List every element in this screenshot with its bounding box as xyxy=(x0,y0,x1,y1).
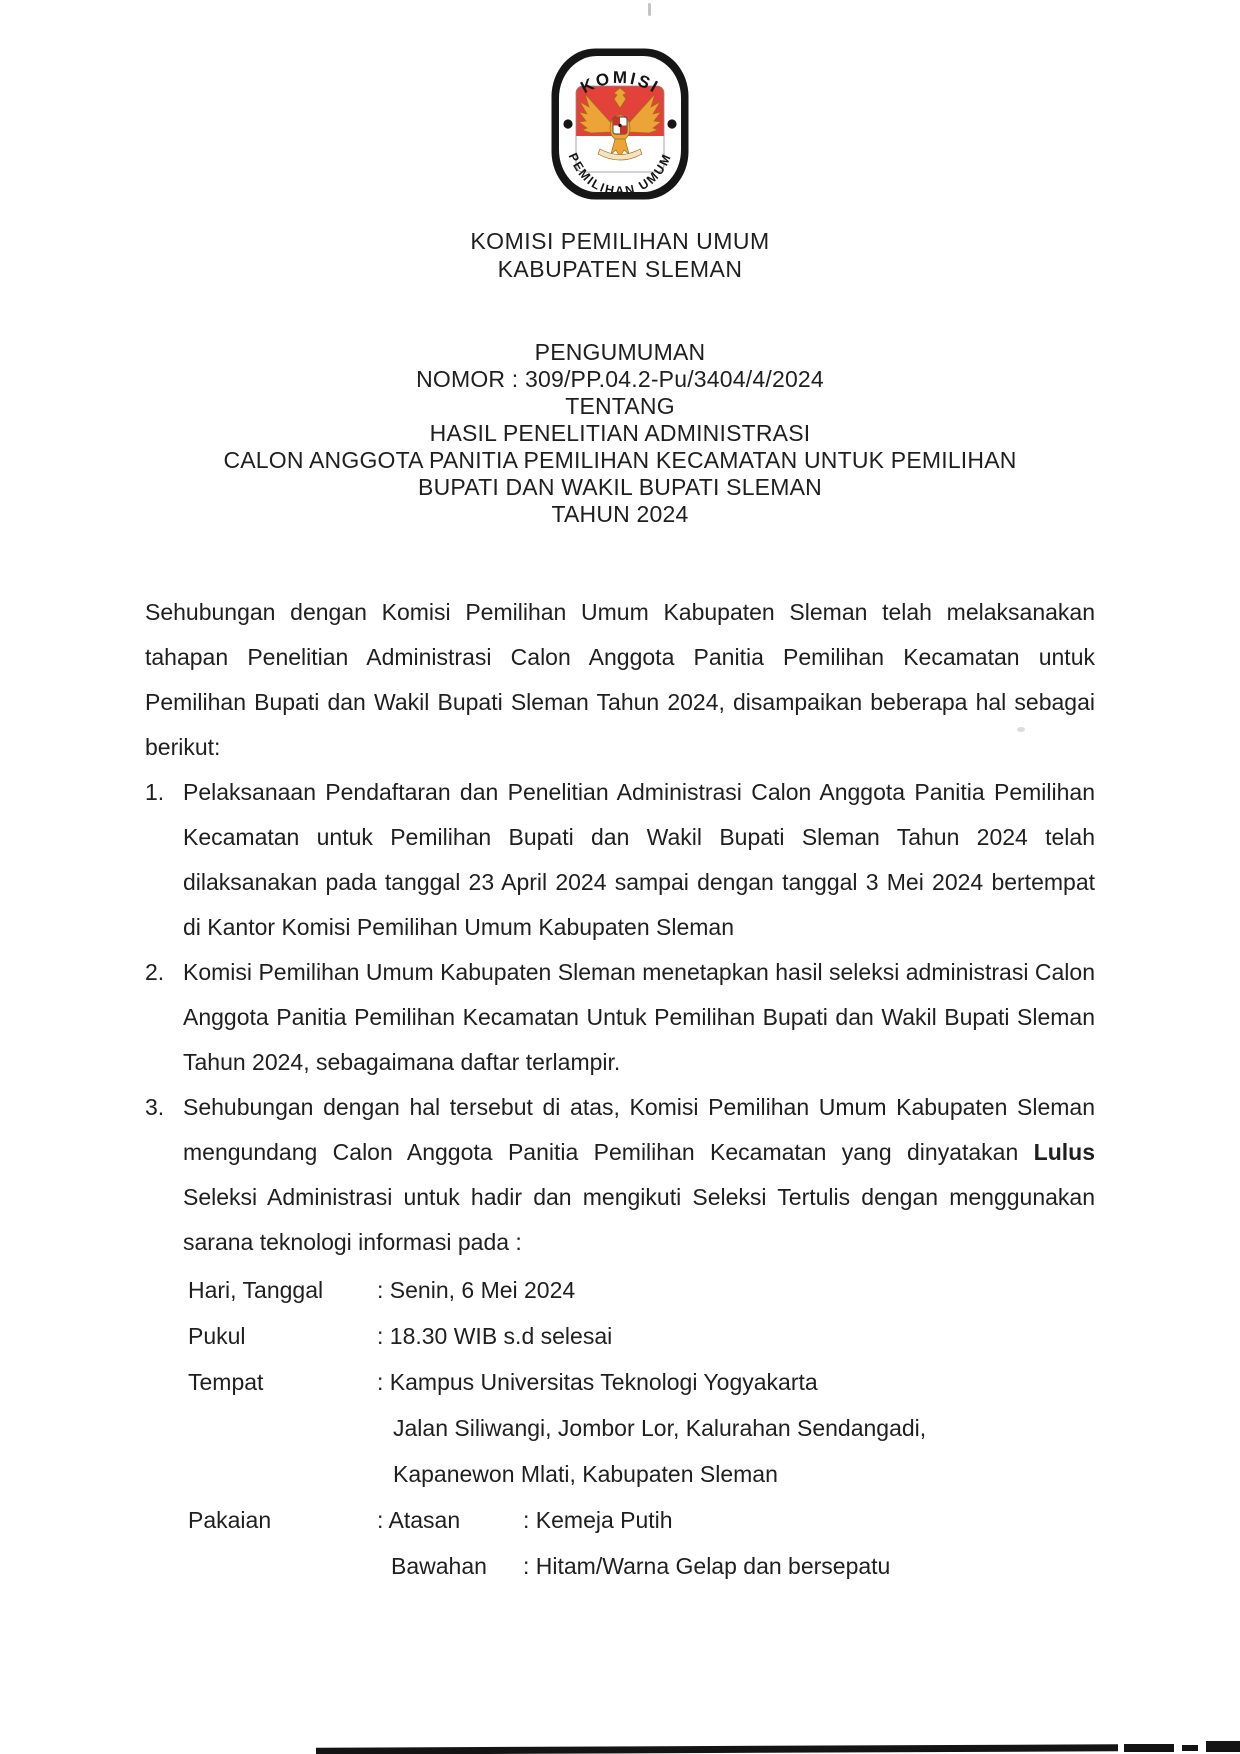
list-item xyxy=(145,770,1095,950)
detail-value: : Kemeja Putih xyxy=(523,1507,673,1533)
detail-sublabel: : Atasan xyxy=(377,1507,461,1533)
list-item-number: 1. xyxy=(145,779,165,805)
logo-right-dot xyxy=(667,119,676,128)
detail-row-hari xyxy=(188,1267,1095,1313)
detail-value: Kapanewon Mlati, Kabupaten Sleman xyxy=(393,1461,778,1487)
detail-value: : 18.30 WIB s.d selesai xyxy=(377,1323,613,1349)
intro-paragraph: Sehubungan dengan Komisi Pemilihan Umum Kabupaten Sleman telah melaksanakan tahapan Penelitian Administrasi Calon Anggota Panitia Pemilihan Kecamatan untuk Pemilihan Bupati dan Wakil Bupati Sleman Tahun 2024, disampaikan beberapa hal sebagai berikut: xyxy=(145,599,1095,760)
document-sheet xyxy=(145,46,1095,1589)
detail-value: : Kampus Universitas Teknologi Yogyakarta xyxy=(377,1369,818,1395)
detail-label: Hari, Tanggal xyxy=(188,1277,324,1303)
detail-label xyxy=(188,1543,377,1589)
detail-label: Tempat xyxy=(188,1369,264,1395)
detail-row-tempat-cont xyxy=(188,1451,1095,1497)
numbered-list xyxy=(145,770,1095,1265)
title-line-tahun: TAHUN 2024 xyxy=(551,501,689,527)
document-title xyxy=(145,339,1095,528)
detail-row-pukul xyxy=(188,1313,1095,1359)
list-item xyxy=(145,950,1095,1085)
detail-label: Pukul xyxy=(188,1323,246,1349)
kpu-emblem-icon xyxy=(549,46,691,202)
list-item-text-before: Sehubungan dengan hal tersebut di atas, Komisi Pemilihan Umum Kabupaten Sleman mengundang Calon Anggota Panitia Pemilihan Kecamatan yang dinyatakan xyxy=(183,1094,1095,1165)
title-line-nomor: NOMOR : 309/PP.04.2-Pu/3404/4/2024 xyxy=(416,366,824,392)
detail-label xyxy=(188,1451,377,1497)
scan-artifact-top-tick xyxy=(648,3,651,16)
logo-top-text: KOMISI xyxy=(577,67,663,98)
detail-label xyxy=(188,1405,377,1451)
detail-row-tempat-cont xyxy=(188,1405,1095,1451)
detail-row-tempat xyxy=(188,1359,1095,1405)
detail-value: Jalan Siliwangi, Jombor Lor, Kalurahan Sendangadi, xyxy=(393,1415,927,1441)
title-line-pengumuman: PENGUMUMAN xyxy=(534,339,706,365)
list-item xyxy=(145,1085,1095,1265)
list-item-number: 3. xyxy=(145,1094,165,1120)
title-line-hasil: HASIL PENELITIAN ADMINISTRASI xyxy=(429,420,811,446)
scan-artifact-bottom-band xyxy=(1206,1741,1240,1752)
list-item-text-after: Seleksi Administrasi untuk hadir dan mengikuti Seleksi Tertulis dengan menggunakan sarana teknologi informasi pada : xyxy=(183,1184,1095,1255)
list-item-text: Komisi Pemilihan Umum Kabupaten Sleman menetapkan hasil seleksi administrasi Calon Anggota Panitia Pemilihan Kecamatan Untuk Pemilihan Bupati dan Wakil Bupati Sleman Tahun 2024, sebagaimana daftar terlampir. xyxy=(183,959,1095,1075)
scan-artifact-bottom-band xyxy=(316,1744,1118,1754)
list-item-text xyxy=(183,1085,1095,1265)
title-line-bupati: BUPATI DAN WAKIL BUPATI SLEMAN xyxy=(418,474,822,500)
detail-row-pakaian xyxy=(188,1497,1095,1543)
title-line-tentang: TENTANG xyxy=(565,393,675,419)
detail-sublabel: Bawahan xyxy=(391,1553,487,1579)
logo-bottom-text: PEMILIHAN UMUM xyxy=(565,150,675,199)
scan-artifact-bottom-band xyxy=(1124,1744,1174,1752)
org-name-line1: KOMISI PEMILIHAN UMUM xyxy=(470,228,770,254)
scan-artifact-bottom-band xyxy=(1182,1745,1198,1751)
pancasila-shield xyxy=(613,117,627,134)
title-line-calon: CALON ANGGOTA PANITIA PEMILIHAN KECAMATAN UNTUK PEMILIHAN xyxy=(223,447,1017,473)
org-header xyxy=(145,227,1095,283)
detail-row-pakaian-cont xyxy=(188,1543,1095,1589)
detail-value: : Hitam/Warna Gelap dan bersepatu xyxy=(523,1553,891,1579)
list-item-number: 2. xyxy=(145,959,165,985)
logo-left-dot xyxy=(563,119,572,128)
list-item-text: Pelaksanaan Pendaftaran dan Penelitian Administrasi Calon Anggota Panitia Pemilihan Kecamatan untuk Pemilihan Bupati dan Wakil Bupati Sleman Tahun 2024 telah dilaksanakan pada tanggal 23 April 2024 sampai dengan tanggal 3 Mei 2024 bertempat di Kantor Komisi Pemilihan Umum Kabupaten Sleman xyxy=(183,779,1095,940)
detail-label: Pakaian xyxy=(188,1507,272,1533)
detail-value: : Senin, 6 Mei 2024 xyxy=(377,1277,576,1303)
event-details xyxy=(188,1267,1095,1589)
org-name-line2: KABUPATEN SLEMAN xyxy=(497,256,743,282)
kpu-logo xyxy=(549,46,691,207)
list-item-text-bold: Lulus xyxy=(1033,1139,1095,1165)
